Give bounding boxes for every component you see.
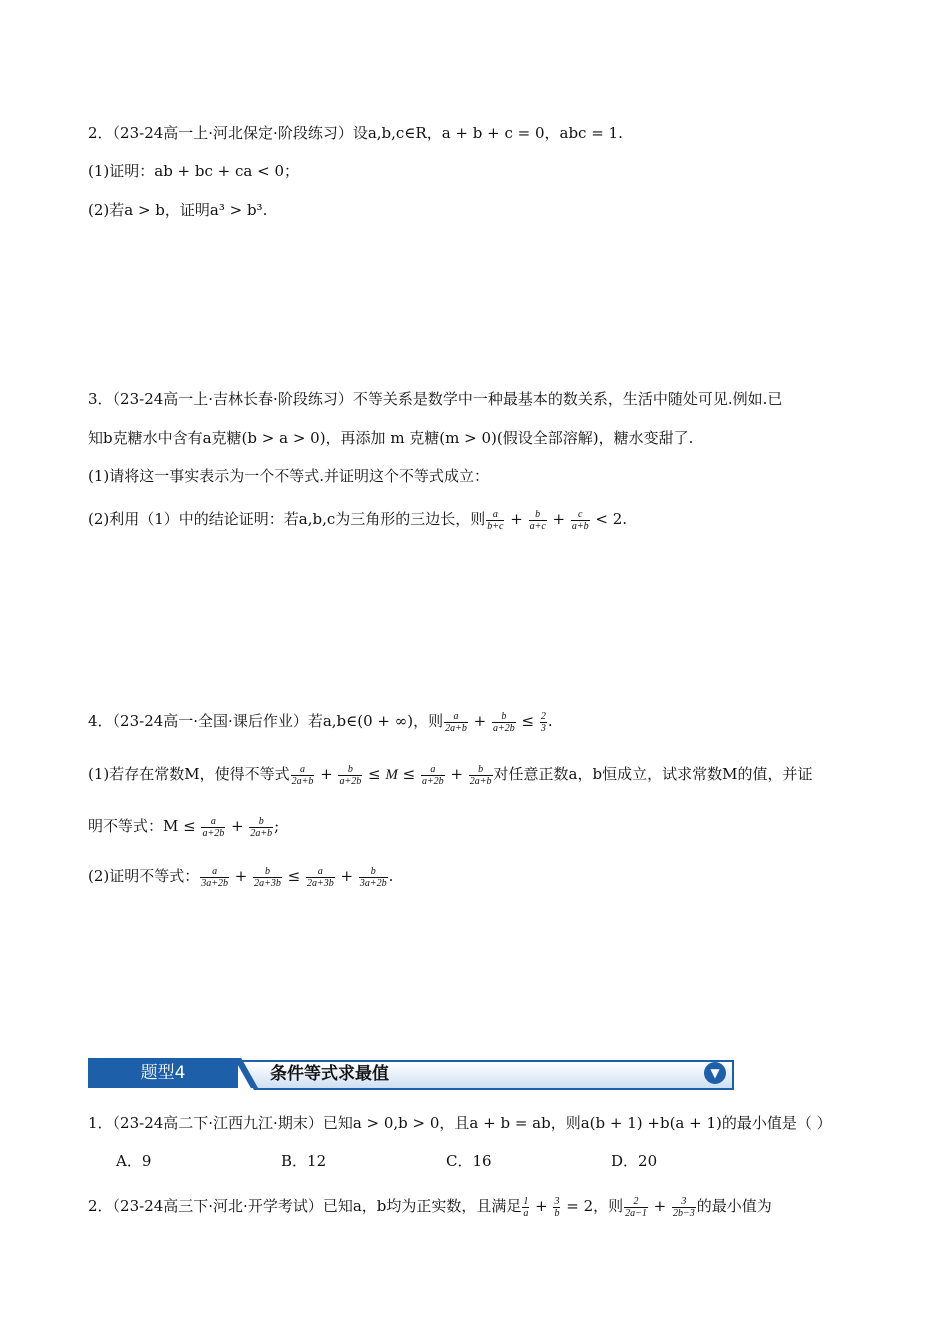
s2-stem-prefix: 2．（23-24高三下·河北·开学考试）已知a，b均为正实数，且满足 [88, 1197, 522, 1215]
section-title: 条件等式求最值 [270, 1064, 389, 1084]
q4-stem-suffix: ≤ [516, 712, 539, 730]
q4-part1-line2-prefix: 明不等式：M ≤ [88, 817, 201, 835]
fraction: $\frac{b}{2a+b}$ [250, 815, 273, 839]
q2-stem: 2．（23-24高一上·河北保定·阶段练习）设a,b,c∈R，a + b + c = 0，abc = 1. [88, 124, 623, 142]
section-banner [88, 1058, 736, 1090]
q3-part2-suffix: < 2. [590, 510, 628, 528]
option-b: B．12 [281, 1152, 327, 1170]
s2-stem: 2．（23-24高三下·河北·开学考试）已知a，b均为正实数，且满足 $\frac{1}{a}$ + $\frac{3}{b}$ = 2，则 $\frac{2}{2a-1}$ + $\frac{3}{2b-3}$ 的最小值为 [88, 1195, 772, 1219]
q4-part1-suffix: 对任意正数a，b恒成立，试求常数M的值，并证 [493, 765, 813, 783]
s1-stem: 1．（23-24高二下·江西九江·期末）已知a > 0,b > 0，且a + b = ab，则a(b + 1) +b(a + 1)的最小值是（ ） [88, 1114, 832, 1132]
q4-stem-prefix: 4．（23-24高一·全国·课后作业）若a,b∈(0 + ∞)，则 [88, 712, 444, 730]
fraction: $\frac{a}{2a+3b}$ [306, 865, 334, 889]
fraction: $\frac{a}{b+c}$ [487, 508, 504, 532]
q4-stem: 4．（23-24高一·全国·课后作业）若a,b∈(0 + ∞)，则 $\frac{a}{2a+b}$ + $\frac{b}{a+2b}$ ≤ $\frac{2}{3}$ . [88, 710, 553, 734]
q3-stem-line2: 知b克糖水中含有a克糖(b > a > 0)，再添加 m 克糖(m > 0)(假设全部溶解)，糖水变甜了. [88, 429, 694, 447]
fraction: $\frac{a}{a+2b}$ [421, 763, 444, 787]
fraction: $\frac{b}{2a+b}$ [469, 763, 492, 787]
option-d: D．20 [611, 1152, 658, 1170]
fraction: $\frac{b}{a+2b}$ [339, 763, 362, 787]
q4-part2-prefix: (2)证明不等式： [88, 867, 200, 885]
chevron-down-circle-icon: ▼ [704, 1062, 726, 1084]
q4-part1: (1)若存在常数M，使得不等式 $\frac{a}{2a+b}$ + $\frac{b}{a+2b}$ ≤ M ≤ $\frac{a}{a+2b}$ + $\frac{b}{2a+b}$ 对任意正数a，b恒成立，试求常数M的值，并证 [88, 763, 813, 787]
fraction: $\frac{a}{2a+b}$ [291, 763, 314, 787]
fraction: $\frac{a}{a+2b}$ [202, 815, 225, 839]
fraction: $\frac{b}{a+2b}$ [492, 710, 515, 734]
fraction: $\frac{b}{3a+2b}$ [359, 865, 387, 889]
fraction: $\frac{3}{b}$ [554, 1195, 560, 1219]
q2-part1: (1)证明：ab + bc + ca < 0； [88, 162, 299, 180]
option-c: C．16 [446, 1152, 492, 1170]
q3-part2-prefix: (2)利用（1）中的结论证明：若a,b,c为三角形的三边长，则 [88, 510, 486, 528]
q3-part2: (2)利用（1）中的结论证明：若a,b,c为三角形的三边长，则 $\frac{a}{b+c}$ + $\frac{b}{a+c}$ + $\frac{c}{a+b}$ < 2. [88, 508, 628, 532]
q4-part2: (2)证明不等式： $\frac{a}{3a+2b}$ + $\frac{b}{2a+3b}$ ≤ $\frac{a}{2a+3b}$ + $\frac{b}{3a+2b}$ . [88, 865, 394, 889]
q3-part1: (1)请将这一事实表示为一个不等式.并证明这个不等式成立： [88, 467, 490, 485]
q3-stem-line1: 3．（23-24高一上·吉林长春·阶段练习）不等关系是数学中一种最基本的数关系，生活中随处可见.例如.已 [88, 390, 783, 408]
fraction: $\frac{b}{a+c}$ [529, 508, 546, 532]
q4-part1-line2: 明不等式：M ≤ $\frac{a}{a+2b}$ + $\frac{b}{2a+b}$ ; [88, 815, 280, 839]
section-label: 题型4 [88, 1058, 238, 1088]
fraction: $\frac{1}{a}$ [523, 1195, 529, 1219]
fraction: $\frac{a}{3a+2b}$ [201, 865, 228, 889]
fraction: $\frac{3}{2b-3}$ [673, 1195, 695, 1219]
fraction: $\frac{a}{2a+b}$ [445, 710, 467, 734]
q2-part2: (2)若a > b，证明a³ > b³. [88, 201, 268, 219]
fraction: $\frac{b}{2a+3b}$ [254, 865, 281, 889]
s2-stem-suffix: 的最小值为 [696, 1197, 772, 1215]
fraction: $\frac{c}{a+b}$ [571, 508, 589, 532]
q4-part1-prefix: (1)若存在常数M，使得不等式 [88, 765, 290, 783]
s2-stem-mid: ，则 [593, 1197, 624, 1215]
fraction: $\frac{2}{2a-1}$ [625, 1195, 647, 1219]
s1-options [116, 1150, 776, 1172]
fraction: $\frac{2}{3}$ [540, 710, 546, 734]
option-a: A．9 [116, 1152, 152, 1170]
